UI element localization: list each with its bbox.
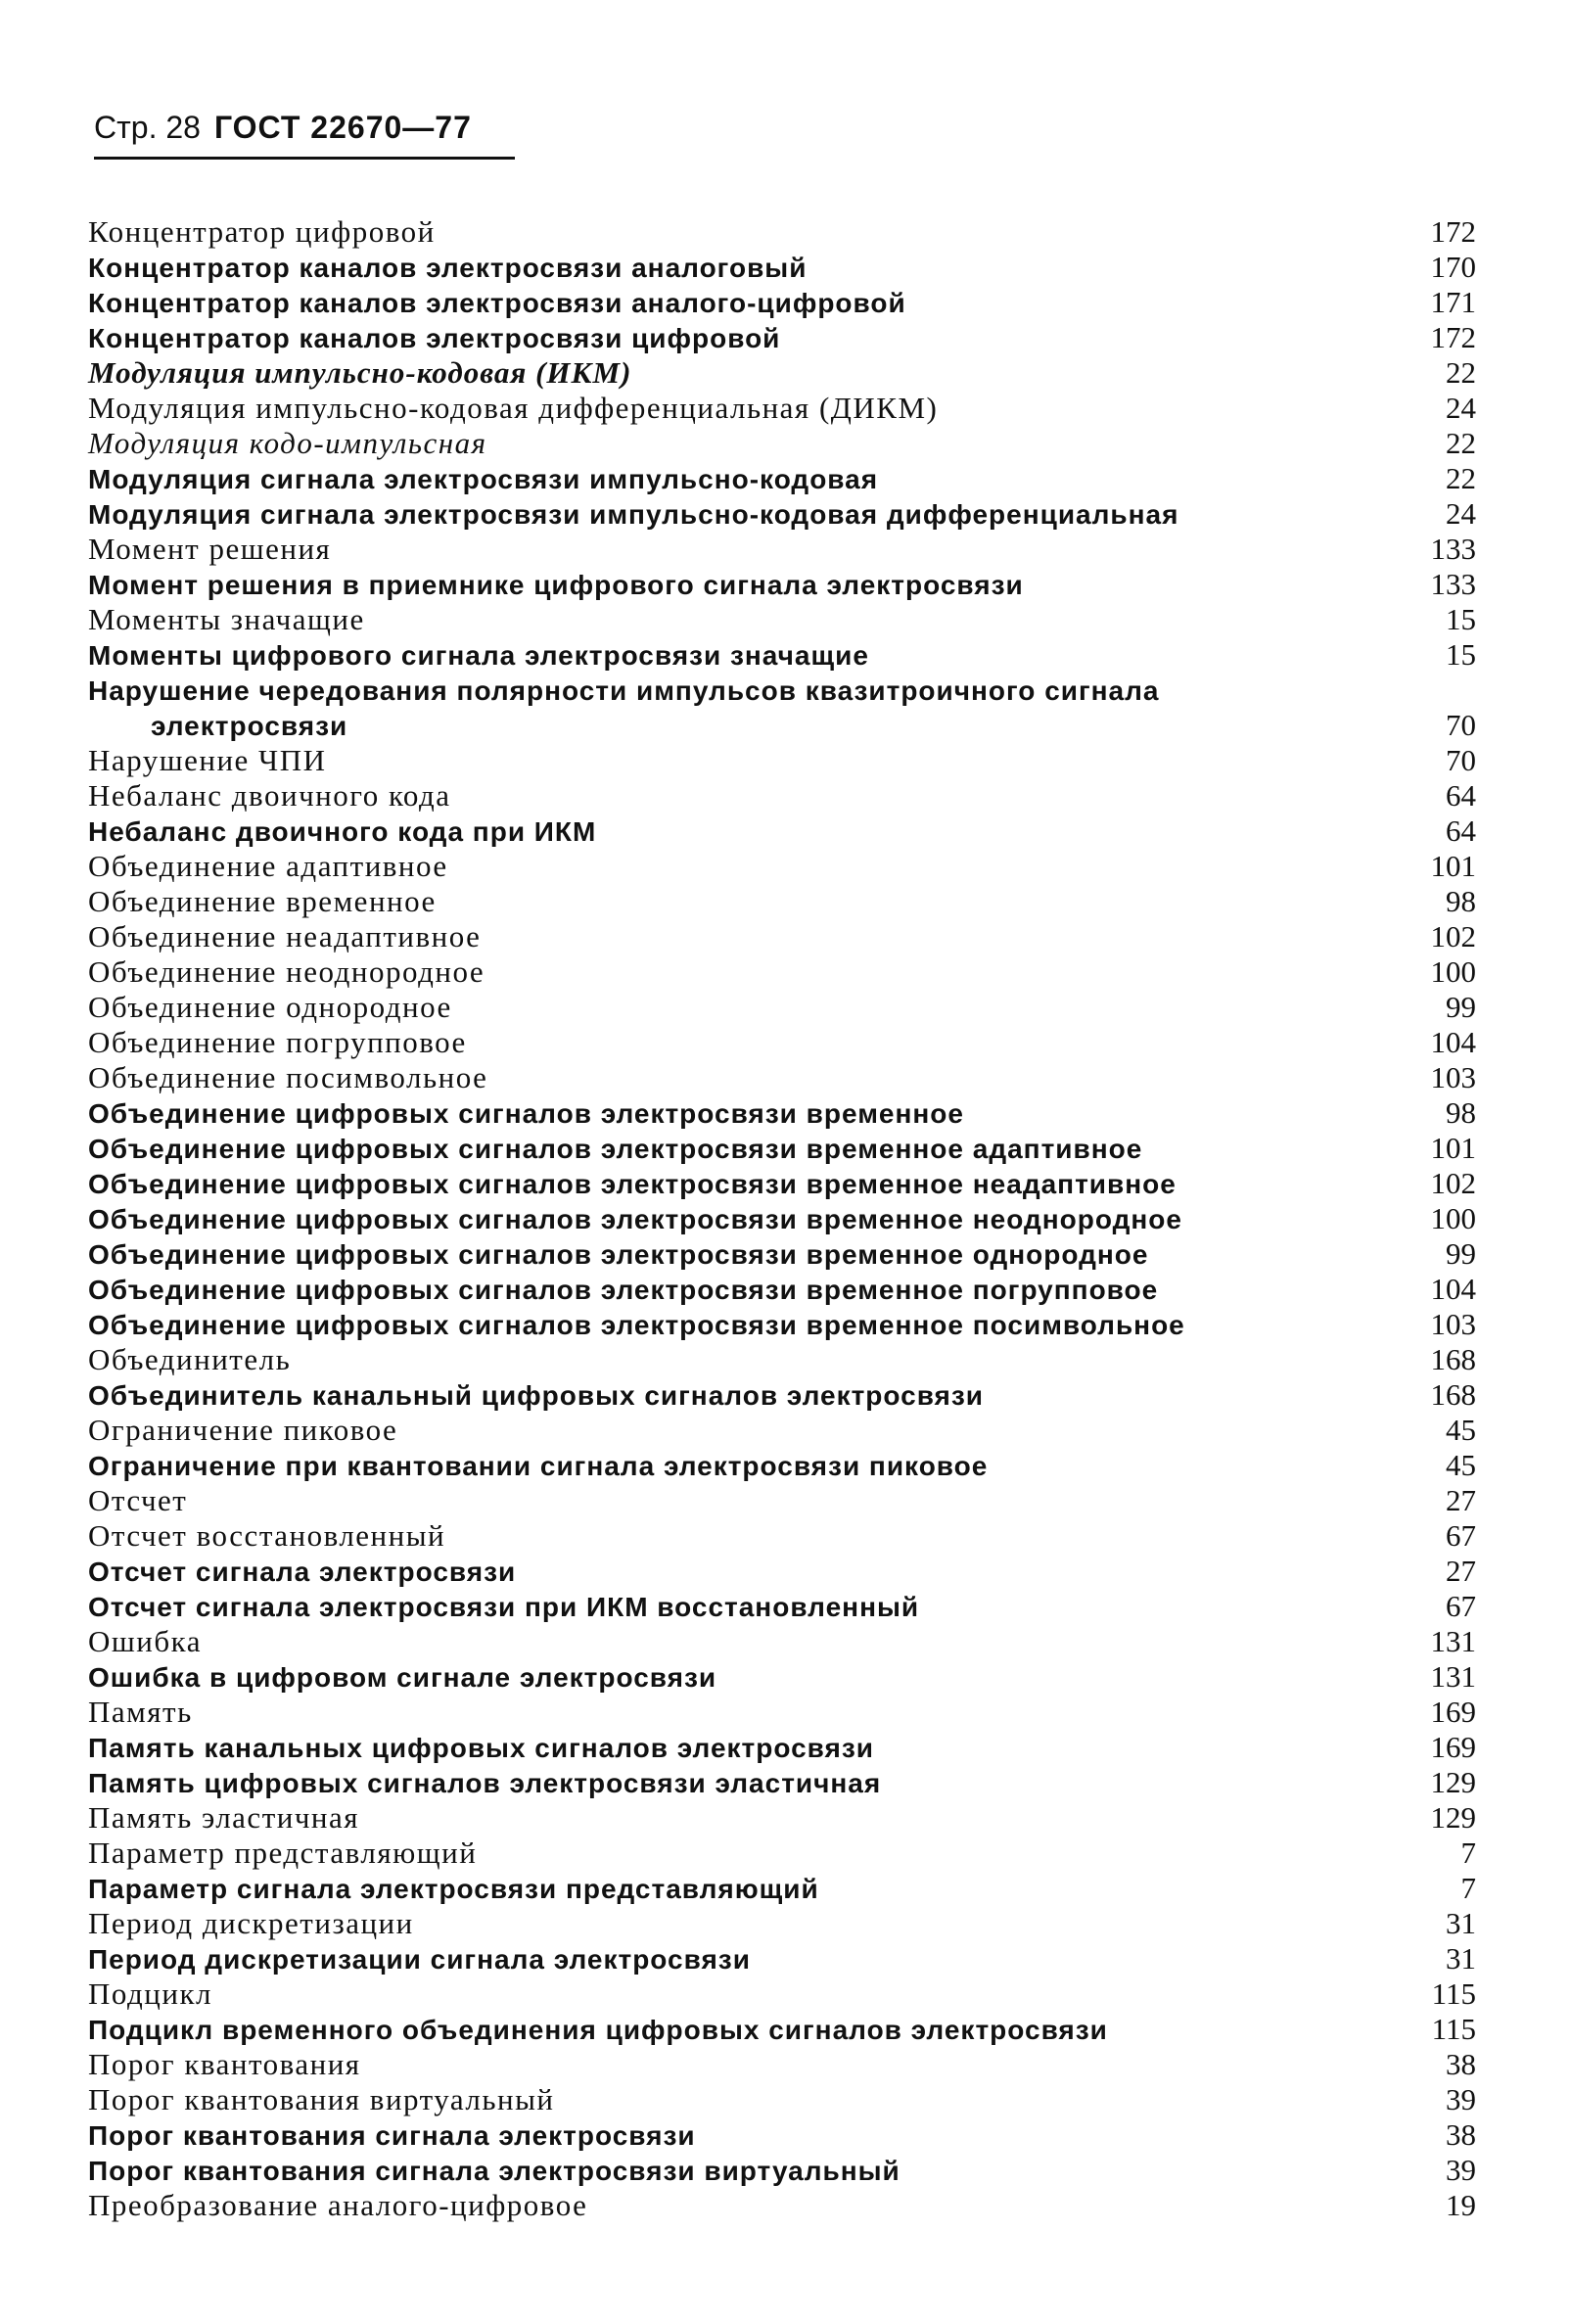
index-entry bbox=[88, 954, 1476, 990]
index-page-number: 39 bbox=[1446, 2153, 1476, 2187]
header-rule bbox=[94, 157, 515, 160]
index-term-text: Память bbox=[88, 1695, 193, 1729]
index-term bbox=[88, 1201, 1385, 1237]
index-page-number: 67 bbox=[1446, 1589, 1476, 1623]
index-entry bbox=[88, 461, 1476, 496]
index-term-text: Концентратор каналов электросвязи аналоговый bbox=[88, 253, 808, 283]
index-term-text: Объединение посимвольное bbox=[88, 1060, 488, 1094]
index-page-number: 31 bbox=[1446, 1941, 1476, 1975]
index-page-number: 129 bbox=[1430, 1800, 1476, 1835]
index-term-text: Порог квантования bbox=[88, 2047, 361, 2081]
index-entry bbox=[88, 1518, 1476, 1554]
index-page-number: 103 bbox=[1430, 1307, 1476, 1341]
index-page-number: 104 bbox=[1430, 1025, 1476, 1059]
index-entry bbox=[88, 1871, 1476, 1906]
index-term-text: Концентратор цифровой bbox=[88, 214, 436, 249]
index-term-text: Небаланс двоичного кода bbox=[88, 778, 451, 813]
index-entry bbox=[88, 1624, 1476, 1659]
index-page-number: 101 bbox=[1430, 849, 1476, 883]
index-page-number: 22 bbox=[1446, 461, 1476, 495]
index-term bbox=[88, 567, 1385, 603]
index-term bbox=[88, 250, 1385, 286]
index-term-text: Порог квантования виртуальный bbox=[88, 2082, 555, 2116]
index-page-number: 100 bbox=[1430, 954, 1476, 989]
index-term bbox=[88, 2082, 1385, 2117]
index-page-number: 131 bbox=[1430, 1659, 1476, 1694]
index-page-number: 102 bbox=[1430, 919, 1476, 953]
index-term-text: Объединение цифровых сигналов электросвязи временное неадаптивное bbox=[88, 1169, 1177, 1199]
index-page-number: 101 bbox=[1430, 1131, 1476, 1165]
index-entry bbox=[88, 285, 1476, 320]
index-term-text: Объединение цифровых сигналов электросвязи временное адаптивное bbox=[88, 1134, 1143, 1164]
index-page-number: 24 bbox=[1446, 496, 1476, 531]
index-term-text: Отсчет bbox=[88, 1483, 188, 1517]
index-entry bbox=[88, 1342, 1476, 1377]
index-page-number: 169 bbox=[1430, 1730, 1476, 1764]
index-term-text: Отсчет сигнала электросвязи bbox=[88, 1557, 517, 1587]
index-entry bbox=[88, 1976, 1476, 2012]
index-page-number: 104 bbox=[1430, 1272, 1476, 1306]
index-page-number: 98 bbox=[1446, 1095, 1476, 1130]
index-page-number: 99 bbox=[1446, 990, 1476, 1024]
index-page-number: 98 bbox=[1446, 884, 1476, 918]
index-term bbox=[88, 602, 1385, 637]
index-term bbox=[88, 1131, 1385, 1167]
index-term-text: Параметр представляющий bbox=[88, 1836, 478, 1870]
index-entry bbox=[88, 1166, 1476, 1201]
index-entry bbox=[88, 1836, 1476, 1871]
index-page-number: 7 bbox=[1460, 1836, 1476, 1870]
index-term bbox=[88, 1518, 1385, 1554]
index-page-number: 19 bbox=[1446, 2188, 1476, 2222]
index-term-text: Модуляция сигнала электросвязи импульсно-кодовая дифференциальная bbox=[88, 499, 1179, 530]
index-term-text: Ошибка в цифровом сигнале электросвязи bbox=[88, 1662, 717, 1693]
index-term-text: Параметр сигнала электросвязи представляющий bbox=[88, 1874, 819, 1904]
index-term-text: Концентратор каналов электросвязи аналого-цифровой bbox=[88, 288, 906, 318]
index-page-number: 168 bbox=[1430, 1342, 1476, 1376]
index-term bbox=[88, 1800, 1385, 1836]
index-page-number: 38 bbox=[1446, 2047, 1476, 2081]
page-header bbox=[94, 108, 472, 147]
index-entry bbox=[88, 214, 1476, 250]
index-page-number: 102 bbox=[1430, 1166, 1476, 1200]
index-entry bbox=[88, 1131, 1476, 1166]
index-page-number: 115 bbox=[1431, 1976, 1476, 2011]
index-page-number: 7 bbox=[1460, 1871, 1476, 1905]
index-term bbox=[88, 1906, 1385, 1941]
index-term-text: Преобразование аналого-цифровое bbox=[88, 2188, 588, 2222]
index-term-text: Объединение неоднородное bbox=[88, 954, 485, 989]
index-term-text: Объединитель bbox=[88, 1342, 292, 1376]
index-term bbox=[88, 1272, 1385, 1308]
index-term bbox=[88, 2153, 1385, 2189]
index-page-number: 70 bbox=[1446, 743, 1476, 777]
index-term-text: Память канальных цифровых сигналов электросвязи bbox=[88, 1733, 874, 1763]
index-entry bbox=[88, 1272, 1476, 1307]
index-term-text: Порог квантования сигнала электросвязи виртуальный bbox=[88, 2156, 900, 2186]
index-page-number: 133 bbox=[1430, 532, 1476, 566]
index-page-number: 67 bbox=[1446, 1518, 1476, 1553]
index-entry bbox=[88, 1060, 1476, 1095]
index-page-number: 170 bbox=[1430, 250, 1476, 284]
index-entry bbox=[88, 849, 1476, 884]
index-term-text: Момент решения bbox=[88, 532, 332, 566]
index-term bbox=[88, 1589, 1385, 1625]
index-entry bbox=[88, 1448, 1476, 1483]
index-term-text: Подцикл временного объединения цифровых сигналов электросвязи bbox=[88, 2015, 1108, 2045]
index-term-text: Объединение цифровых сигналов электросвязи временное bbox=[88, 1098, 964, 1129]
index-term bbox=[88, 1976, 1385, 2012]
index-term bbox=[88, 2012, 1385, 2048]
index-term bbox=[88, 1554, 1385, 1590]
index-page-number: 103 bbox=[1430, 1060, 1476, 1094]
index-term bbox=[88, 778, 1385, 813]
index-term bbox=[88, 1166, 1385, 1202]
index-term-text: Память цифровых сигналов электросвязи эластичная bbox=[88, 1768, 882, 1798]
index-term bbox=[88, 1413, 1385, 1448]
index-term-text: Память эластичная bbox=[88, 1800, 360, 1835]
index-term-text: Объединение погрупповое bbox=[88, 1025, 467, 1059]
index-term bbox=[88, 1659, 1385, 1696]
index-term-text: Ограничение при квантовании сигнала электросвязи пиковое bbox=[88, 1451, 989, 1481]
index-entry bbox=[88, 391, 1476, 426]
index-term-text: Ошибка bbox=[88, 1624, 202, 1658]
index-term bbox=[88, 1624, 1385, 1659]
index-entry bbox=[88, 1201, 1476, 1236]
index-term bbox=[88, 1307, 1385, 1343]
index-term-text: Ограничение пиковое bbox=[88, 1413, 398, 1447]
index-term bbox=[88, 426, 1385, 461]
index-page-number: 171 bbox=[1430, 285, 1476, 319]
index-entry bbox=[88, 673, 1476, 743]
index-page-number: 22 bbox=[1446, 426, 1476, 460]
index-term bbox=[88, 1730, 1385, 1766]
index-term-text: Объединитель канальный цифровых сигналов электросвязи bbox=[88, 1380, 985, 1411]
index-term-text: Моменты цифрового сигнала электросвязи значащие bbox=[88, 640, 869, 671]
index-entry bbox=[88, 567, 1476, 602]
index-term-text: Концентратор каналов электросвязи цифровой bbox=[88, 323, 781, 353]
index-page-number: 168 bbox=[1430, 1377, 1476, 1412]
index-term bbox=[88, 320, 1385, 356]
index-term bbox=[88, 1025, 1385, 1060]
index-entry bbox=[88, 637, 1476, 673]
index-entry bbox=[88, 602, 1476, 637]
index-term-text: Модуляция импульсно-кодовая дифференциальная (ДИКМ) bbox=[88, 391, 939, 425]
index-term bbox=[88, 2188, 1385, 2223]
index-term bbox=[88, 1060, 1385, 1095]
index-term bbox=[88, 673, 1385, 744]
index-term bbox=[88, 355, 1385, 391]
index-page-number: 31 bbox=[1446, 1906, 1476, 1940]
index-term bbox=[88, 1483, 1385, 1518]
index-term bbox=[88, 990, 1385, 1025]
index-entry bbox=[88, 2012, 1476, 2047]
index-term bbox=[88, 1236, 1385, 1273]
index-term bbox=[88, 2047, 1385, 2082]
index-term-text: Отсчет сигнала электросвязи при ИКМ восстановленный bbox=[88, 1592, 920, 1622]
index-term bbox=[88, 1765, 1385, 1801]
index-entry bbox=[88, 919, 1476, 954]
index-term bbox=[88, 1448, 1385, 1484]
index-term bbox=[88, 461, 1385, 497]
index-term bbox=[88, 1377, 1385, 1414]
index-entry bbox=[88, 1236, 1476, 1272]
index-entry bbox=[88, 2082, 1476, 2117]
index-term-text: Небаланс двоичного кода при ИКМ bbox=[88, 816, 597, 847]
index-page-number: 99 bbox=[1446, 1236, 1476, 1271]
index-page-number: 133 bbox=[1430, 567, 1476, 601]
index-page-number: 131 bbox=[1430, 1624, 1476, 1658]
index-term bbox=[88, 391, 1385, 426]
index-page-number: 169 bbox=[1430, 1695, 1476, 1729]
index-page-number: 27 bbox=[1446, 1483, 1476, 1517]
index-entry bbox=[88, 1413, 1476, 1448]
index-entry bbox=[88, 1765, 1476, 1800]
index-term-text: Нарушение чередования полярности импульсов квазитроичного сигнала bbox=[88, 675, 1160, 706]
page-number-label: Стр. 28 bbox=[94, 110, 201, 145]
index-term-text: Подцикл bbox=[88, 1976, 212, 2011]
index-term-continuation: электросвязи bbox=[151, 711, 348, 741]
index-entry bbox=[88, 1307, 1476, 1342]
standard-designation: ГОСТ 22670—77 bbox=[213, 110, 472, 145]
index-entry bbox=[88, 250, 1476, 285]
index-page-number: 45 bbox=[1446, 1448, 1476, 1482]
index-term-text: Объединение цифровых сигналов электросвязи временное неоднородное bbox=[88, 1204, 1182, 1234]
index-entry bbox=[88, 2153, 1476, 2188]
index-entry bbox=[88, 1589, 1476, 1624]
index-term-text: Модуляция кодо-импульсная bbox=[88, 426, 487, 460]
index-page-number: 172 bbox=[1430, 320, 1476, 354]
index-term-text: Объединение временное bbox=[88, 884, 437, 918]
index-page-number: 129 bbox=[1430, 1765, 1476, 1799]
index-page-number: 38 bbox=[1446, 2117, 1476, 2152]
index-term-text: Период дискретизации сигнала электросвязи bbox=[88, 1944, 751, 1975]
index-entry bbox=[88, 1800, 1476, 1836]
index-term-text: Объединение цифровых сигналов электросвязи временное посимвольное bbox=[88, 1310, 1185, 1340]
index-entry bbox=[88, 1906, 1476, 1941]
index-term-text: Порог квантования сигнала электросвязи bbox=[88, 2120, 696, 2151]
index-entry bbox=[88, 1554, 1476, 1589]
index-page-number: 70 bbox=[1446, 708, 1476, 742]
index-term bbox=[88, 1695, 1385, 1730]
index-term-text: Объединение неадаптивное bbox=[88, 919, 482, 953]
index-term bbox=[88, 532, 1385, 567]
index-term bbox=[88, 2117, 1385, 2154]
index-term-text: Период дискретизации bbox=[88, 1906, 414, 1940]
index-term bbox=[88, 813, 1385, 850]
index-term bbox=[88, 637, 1385, 674]
index-term-text: Модуляция импульсно-кодовая (ИКМ) bbox=[88, 355, 632, 390]
index-term bbox=[88, 1836, 1385, 1871]
index-entry bbox=[88, 1695, 1476, 1730]
index-page-number: 15 bbox=[1446, 637, 1476, 672]
index-term bbox=[88, 285, 1385, 321]
index-term bbox=[88, 884, 1385, 919]
index-term bbox=[88, 1941, 1385, 1977]
index-entry bbox=[88, 1483, 1476, 1518]
index-page-number: 115 bbox=[1431, 2012, 1476, 2046]
index-entry bbox=[88, 1025, 1476, 1060]
index-entry bbox=[88, 1730, 1476, 1765]
index-term-text: Момент решения в приемнике цифрового сигнала электросвязи bbox=[88, 570, 1024, 600]
index-term bbox=[88, 919, 1385, 954]
index-page-number: 64 bbox=[1446, 813, 1476, 848]
index-entry bbox=[88, 813, 1476, 849]
index-page-number: 45 bbox=[1446, 1413, 1476, 1447]
index-term-text: Моменты значащие bbox=[88, 602, 365, 636]
index-entry bbox=[88, 496, 1476, 532]
index-entry bbox=[88, 2047, 1476, 2082]
index-entry bbox=[88, 1377, 1476, 1413]
index-term bbox=[88, 1342, 1385, 1377]
index-page-number: 27 bbox=[1446, 1554, 1476, 1588]
index-entry bbox=[88, 1941, 1476, 1976]
index-term-text: Объединение цифровых сигналов электросвязи временное погрупповое bbox=[88, 1275, 1159, 1305]
index-page-number: 15 bbox=[1446, 602, 1476, 636]
index-term bbox=[88, 1871, 1385, 1907]
term-index-list bbox=[88, 214, 1476, 2223]
index-page-number: 100 bbox=[1430, 1201, 1476, 1235]
index-term bbox=[88, 954, 1385, 990]
index-entry bbox=[88, 355, 1476, 391]
index-entry bbox=[88, 2117, 1476, 2153]
index-term-text: Объединение цифровых сигналов электросвязи временное однородное bbox=[88, 1239, 1149, 1270]
index-entry bbox=[88, 778, 1476, 813]
index-entry bbox=[88, 320, 1476, 355]
index-term-text: Объединение однородное bbox=[88, 990, 452, 1024]
index-entry bbox=[88, 743, 1476, 778]
index-entry bbox=[88, 990, 1476, 1025]
index-entry bbox=[88, 884, 1476, 919]
index-term bbox=[88, 496, 1385, 533]
index-entry bbox=[88, 1095, 1476, 1131]
index-entry bbox=[88, 2188, 1476, 2223]
index-term-text: Объединение адаптивное bbox=[88, 849, 448, 883]
index-term bbox=[88, 849, 1385, 884]
index-term bbox=[88, 214, 1385, 250]
index-page-number: 22 bbox=[1446, 355, 1476, 390]
index-term-text: Нарушение ЧПИ bbox=[88, 743, 327, 777]
index-page-number: 39 bbox=[1446, 2082, 1476, 2116]
index-entry bbox=[88, 532, 1476, 567]
index-entry bbox=[88, 1659, 1476, 1695]
index-page-number: 24 bbox=[1446, 391, 1476, 425]
index-term bbox=[88, 1095, 1385, 1132]
index-page-number: 172 bbox=[1430, 214, 1476, 249]
index-page-number: 64 bbox=[1446, 778, 1476, 813]
index-term-text: Модуляция сигнала электросвязи импульсно-кодовая bbox=[88, 464, 879, 494]
index-entry bbox=[88, 426, 1476, 461]
index-term bbox=[88, 743, 1385, 778]
index-term-text: Отсчет восстановленный bbox=[88, 1518, 446, 1553]
